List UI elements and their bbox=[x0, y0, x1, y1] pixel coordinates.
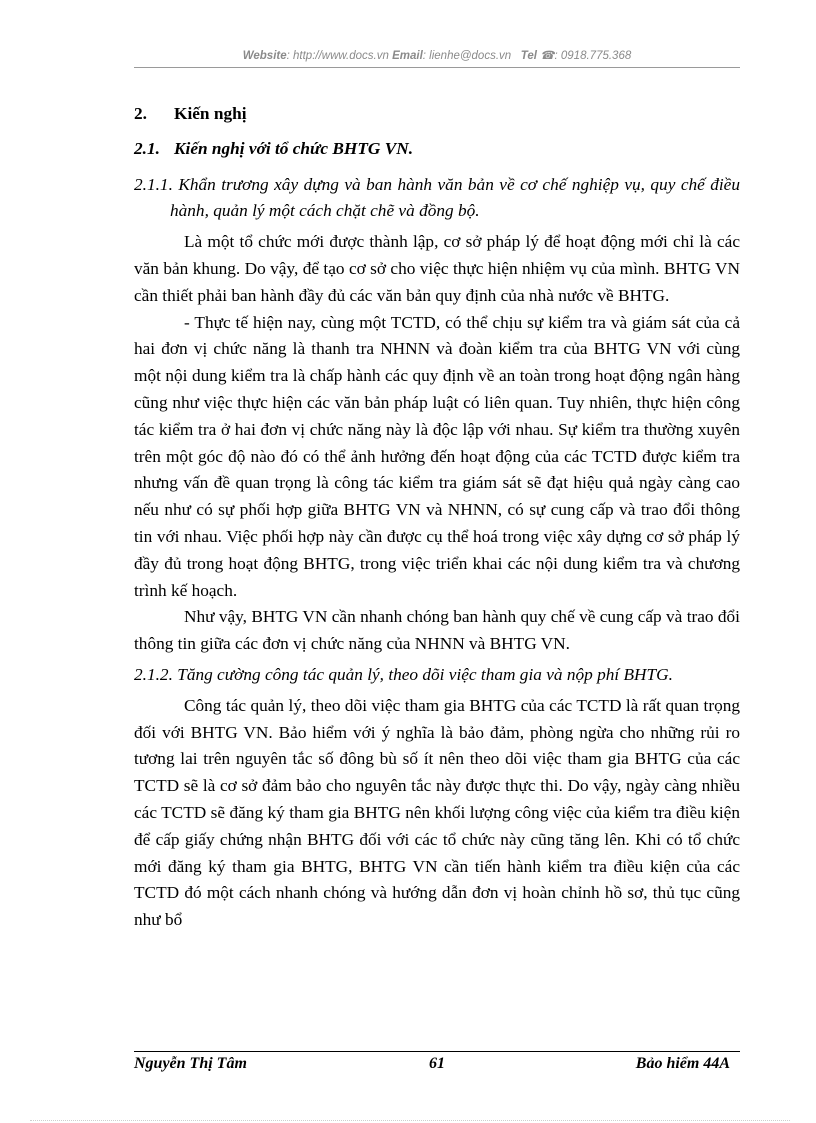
header-divider bbox=[134, 67, 740, 68]
email-label: Email bbox=[392, 50, 423, 62]
website-label: Website bbox=[242, 50, 287, 62]
footer-page-number: 61 bbox=[429, 1055, 445, 1072]
footer-author: Nguyễn Thị Tâm bbox=[134, 1055, 247, 1072]
page-footer bbox=[134, 1055, 740, 1077]
item1-paragraph-2: - Thực tế hiện nay, cùng một TCTD, có thể chịu sự kiểm tra và giám sát của cả hai đơn vị chức năng là thanh tra NHNN và đoàn kiểm tra của BHTG VN với cùng một nội dung kiểm tra là chấp hành các quy định về an toàn trong hoạt động ngân hàng cũng như việc thực hiện các văn bản pháp luật có liên quan. Tuy nhiên, thực hiện công tác kiểm tra ở hai đơn vị chức năng này là độc lập với nhau. Sự kiểm tra thường xuyên trên một góc độ nào đó có thể ảnh hưởng đến hoạt động của các TCTD được kiểm tra nhưng vấn đề quan trọng là công tác kiểm tra giám sát sẽ đạt hiệu quả ngày càng cao nếu như có sự phối hợp giữa BHTG VN và NHNN, có sự cung cấp và trao đổi thông tin với nhau. Việc phối hợp này cần được cụ thể hoá trong việc xây dựng cơ sở pháp lý đầy đủ trong hoạt động BHTG, trong việc triển khai các nội dung kiểm tra và chương trình kế hoạch. bbox=[134, 312, 740, 600]
email-value: : lienhe@docs.vn bbox=[422, 50, 512, 62]
document-body bbox=[134, 101, 740, 934]
page-edge bbox=[30, 1120, 790, 1121]
tel-value: : 0918.775.368 bbox=[554, 50, 632, 62]
item1-paragraph-3: Như vậy, BHTG VN cần nhanh chóng ban hành quy chế về cung cấp và trao đổi thông tin giữa các đơn vị chức năng của NHNN và BHTG VN. bbox=[134, 607, 740, 654]
section-title: Kiến nghị bbox=[174, 104, 247, 123]
footer-class: Bảo hiểm 44A bbox=[635, 1055, 730, 1072]
subsection-heading bbox=[134, 136, 740, 163]
website-value: : http://www.docs.vn bbox=[286, 50, 389, 62]
item2-heading: 2.1.2. Tăng cường công tác quản lý, theo dõi việc tham gia và nộp phí BHTG. bbox=[134, 664, 673, 684]
section-number: 2. bbox=[134, 104, 147, 123]
subsection-number: 2.1. bbox=[134, 138, 160, 158]
subsection-title: Kiến nghị với tổ chức BHTG VN. bbox=[174, 138, 414, 158]
page-header bbox=[134, 48, 740, 66]
footer-divider bbox=[134, 1051, 740, 1052]
item1-heading: 2.1.1. Khẩn trương xây dựng và ban hành văn bản về cơ chế nghiệp vụ, quy chế điều hành, quản lý một cách chặt chẽ và đồng bộ. bbox=[134, 174, 740, 221]
item2-paragraph-1: Công tác quản lý, theo dõi việc tham gia BHTG của các TCTD là rất quan trọng đối với BHTG VN. Bảo hiểm với ý nghĩa là bảo đảm, phòng ngừa cho những rủi ro tương lai trên nguyên tắc số đông bù số ít nên theo dõi việc tham gia BHTG của các TCTD sẽ là cơ sở đảm bảo cho nguyên tắc này được thực thi. Do vậy, ngày càng nhiều các TCTD sẽ đăng ký tham gia BHTG nên khối lượng công việc của kiểm tra điều kiện để cấp giấy chứng nhận BHTG đối với các tổ chức này cũng tăng lên. Khi có tổ chức mới đăng ký tham gia BHTG, BHTG VN cần tiến hành kiểm tra điều kiện của các TCTD đó một cách nhanh chóng và hướng dẫn đơn vị hoàn chỉnh hồ sơ, thủ tục cũng như bổ bbox=[134, 695, 740, 930]
tel-label: Tel bbox=[520, 50, 537, 62]
phone-icon: ☎ bbox=[540, 50, 555, 62]
section-heading bbox=[134, 101, 740, 128]
item1-paragraph-1: Là một tổ chức mới được thành lập, cơ sở pháp lý để hoạt động mới chỉ là các văn bản khung. Do vậy, để tạo cơ sở cho việc thực hiện nhiệm vụ của mình. BHTG VN cần thiết phải ban hành đầy đủ các văn bản quy định của nhà nước về BHTG. bbox=[134, 232, 740, 305]
